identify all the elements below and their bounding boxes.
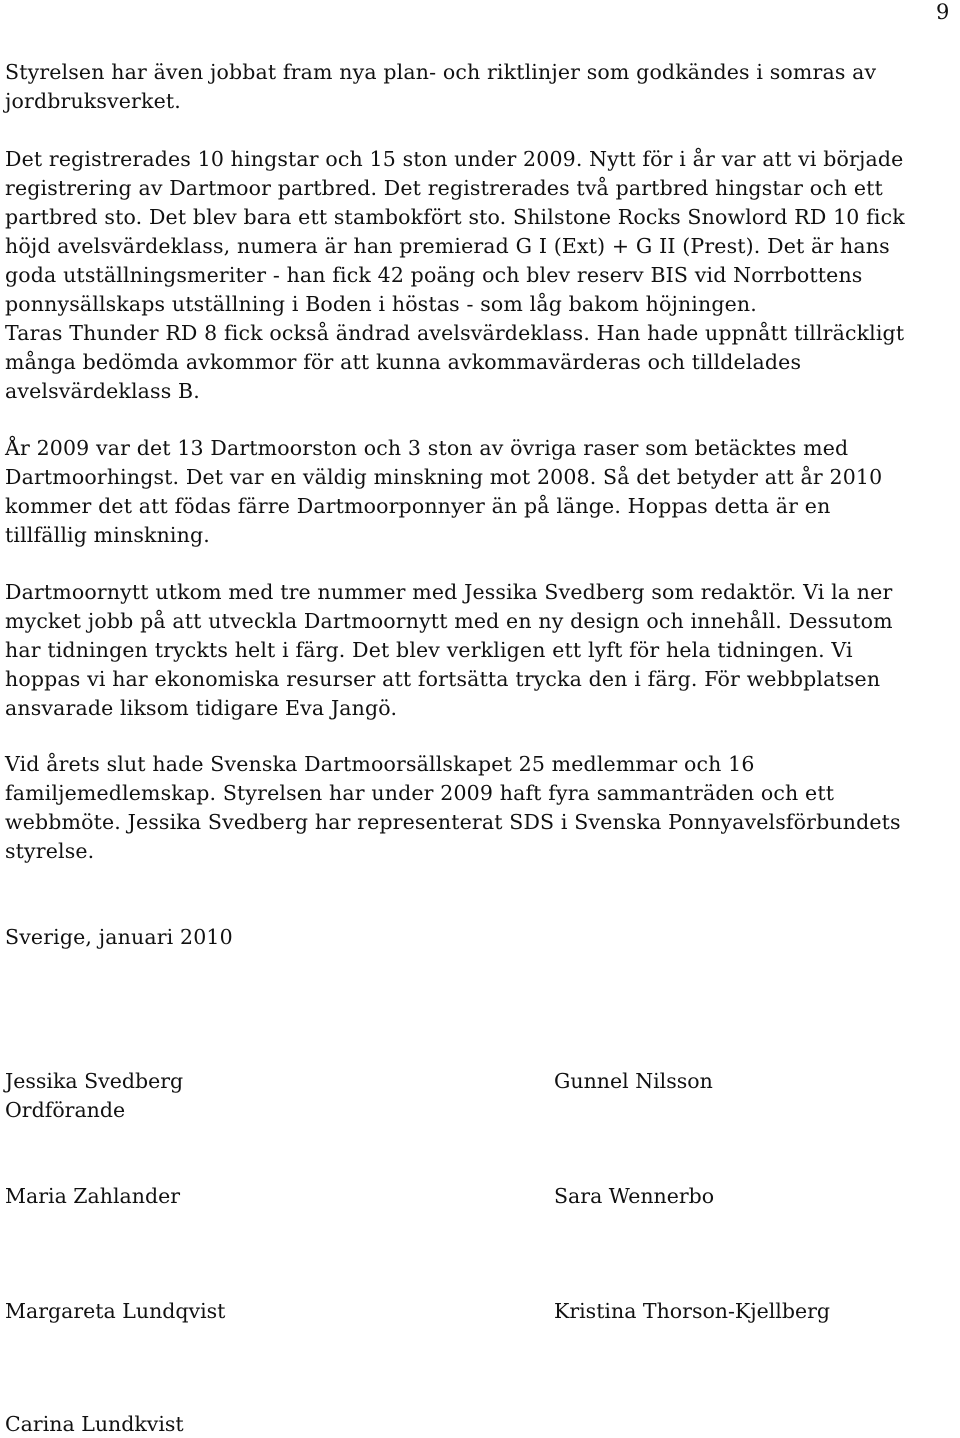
text-line: Det registrerades 10 hingstar och 15 ston under 2009. Nytt för i år var att vi började — [5, 147, 904, 171]
place-date: Sverige, januari 2010 — [5, 925, 233, 949]
page-number: 9 — [936, 0, 950, 24]
text-line: tillfällig minskning. — [5, 523, 210, 547]
text-line: ponnysällskaps utställning i Boden i höstas - som låg bakom höjningen. — [5, 292, 757, 316]
text-line: familjemedlemskap. Styrelsen har under 2009 haft fyra sammanträden och ett — [5, 781, 835, 805]
text-line: partbred sto. Det blev bara ett stambokfört sto. Shilstone Rocks Snowlord RD 10 fick — [5, 205, 905, 229]
text-line: Dartmoornytt utkom med tre nummer med Jessika Svedberg som redaktör. Vi la ner — [5, 580, 893, 604]
signatory-name: Carina Lundkvist — [5, 1412, 184, 1436]
text-line: höjd avelsvärdeklass, numera är han premierad G I (Ext) + G II (Prest). Det är hans — [5, 234, 890, 258]
text-line: hoppas vi har ekonomiska resurser att fortsätta trycka den i färg. För webbplatsen — [5, 667, 881, 691]
text-line: har tidningen tryckts helt i färg. Det blev verkligen ett lyft för hela tidningen. Vi — [5, 638, 853, 662]
signatory-name: Jessika Svedberg — [5, 1069, 184, 1093]
signatory-name: Gunnel Nilsson — [554, 1069, 713, 1093]
text-line: mycket jobb på att utveckla Dartmoornytt med en ny design och innehåll. Dessutom — [5, 609, 893, 633]
text-line: Taras Thunder RD 8 fick också ändrad avelsvärdeklass. Han hade uppnått tillräckligt — [5, 321, 905, 345]
text-line: Dartmoorhingst. Det var en väldig minskning mot 2008. Så det betyder att år 2010 — [5, 465, 883, 489]
text-line: jordbruksverket. — [5, 89, 181, 113]
text-line: webbmöte. Jessika Svedberg har representerat SDS i Svenska Ponnyavelsförbundets — [5, 810, 901, 834]
text-line: registrering av Dartmoor partbred. Det registrerades två partbred hingstar och ett — [5, 176, 883, 200]
signatory-name: Sara Wennerbo — [554, 1184, 715, 1208]
text-line: År 2009 var det 13 Dartmoorston och 3 ston av övriga raser som betäcktes med — [5, 436, 849, 460]
text-line: ansvarade liksom tidigare Eva Jangö. — [5, 696, 398, 720]
text-line: Styrelsen har även jobbat fram nya plan- och riktlinjer som godkändes i somras av — [5, 60, 877, 84]
signatory-title: Ordförande — [5, 1098, 126, 1122]
text-line: goda utställningsmeriter - han fick 42 poäng och blev reserv BIS vid Norrbottens — [5, 263, 863, 287]
text-line: Vid årets slut hade Svenska Dartmoorsällskapet 25 medlemmar och 16 — [5, 752, 755, 776]
text-line: styrelse. — [5, 839, 95, 863]
text-line: avelsvärdeklass B. — [5, 379, 200, 403]
text-line: kommer det att födas färre Dartmoorponnyer än på länge. Hoppas detta är en — [5, 494, 831, 518]
signatory-name: Margareta Lundqvist — [5, 1299, 226, 1323]
signatory-name: Maria Zahlander — [5, 1184, 181, 1208]
text-line: många bedömda avkommor för att kunna avkommavärderas och tilldelades — [5, 350, 802, 374]
signatory-name: Kristina Thorson-Kjellberg — [554, 1299, 831, 1323]
